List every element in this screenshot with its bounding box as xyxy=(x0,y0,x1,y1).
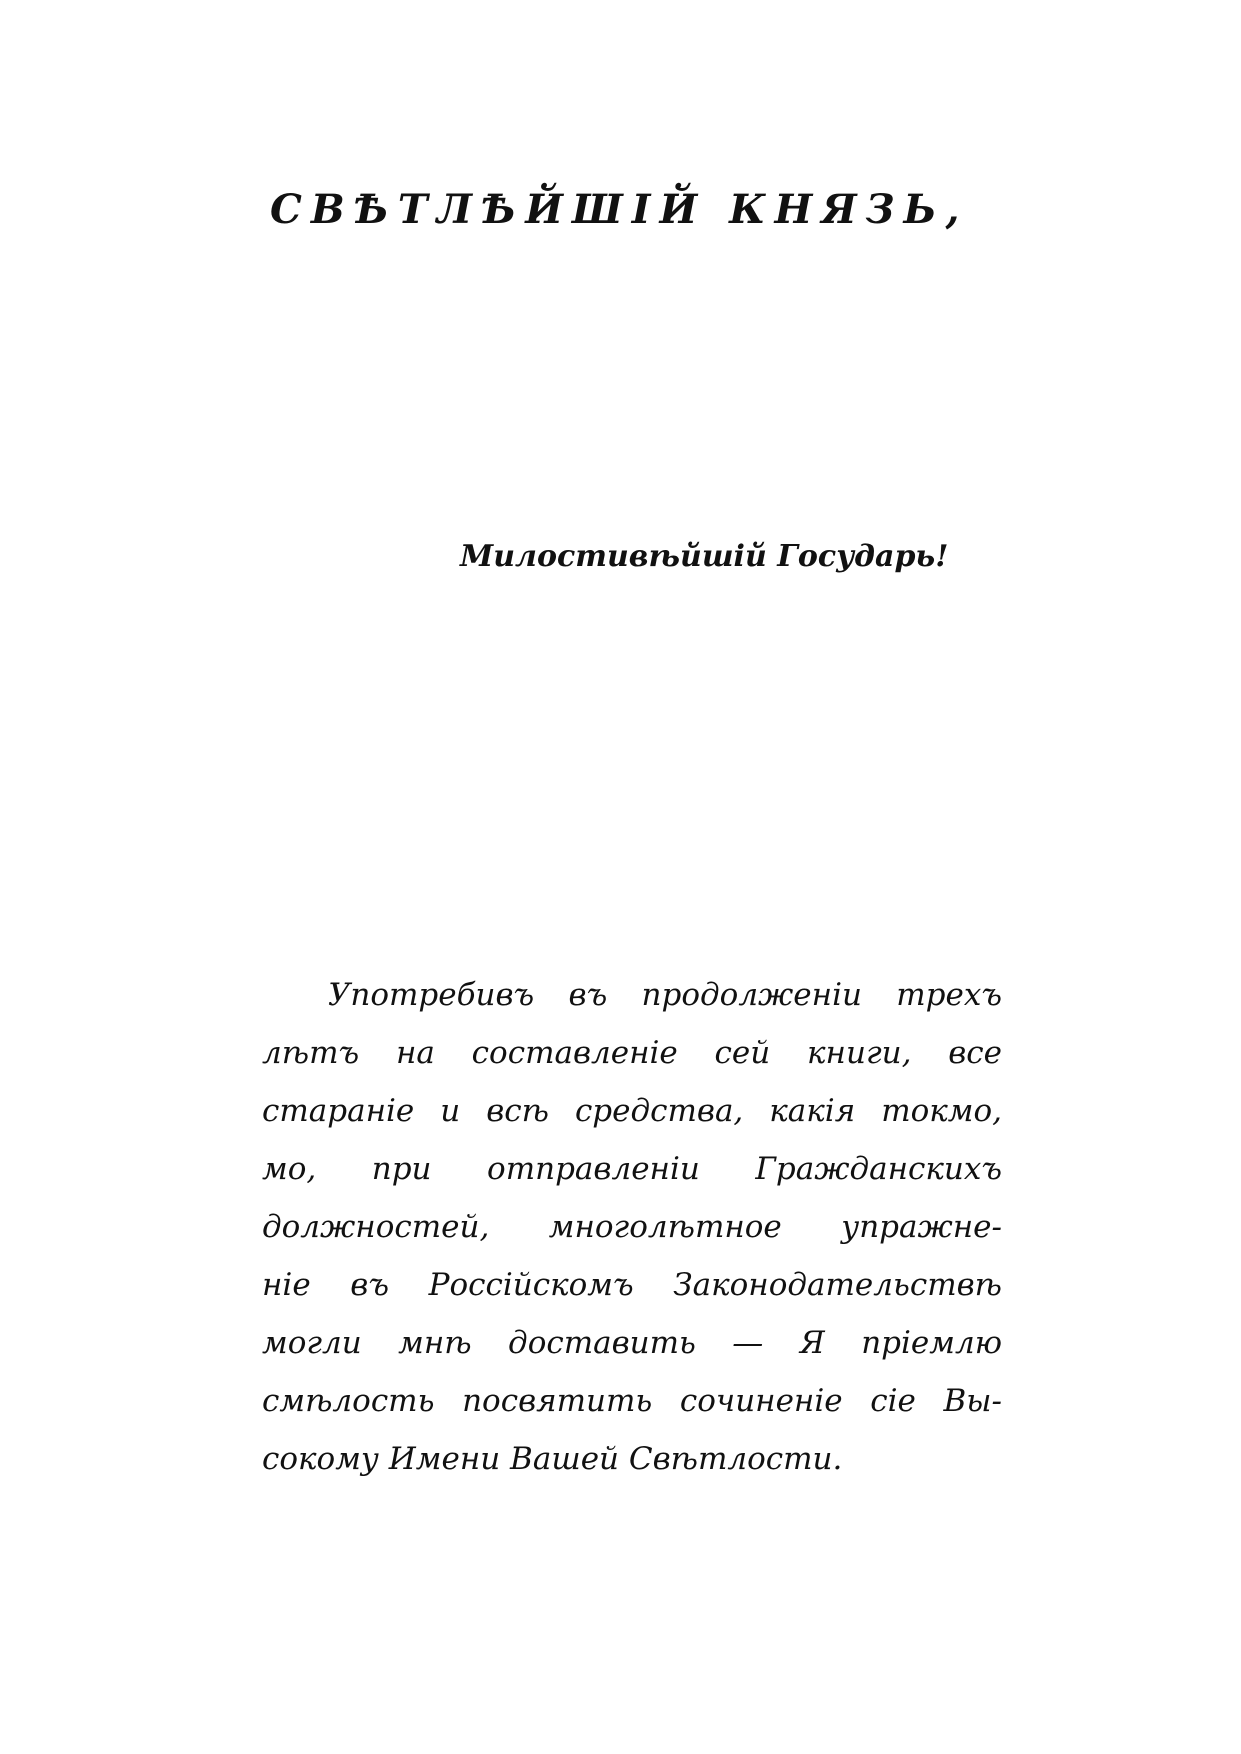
dedication-title: СВѢТЛѢЙШІЙ КНЯЗЬ, xyxy=(270,186,969,233)
dedication-body xyxy=(262,966,1002,1488)
body-line: ніе въ Россійскомъ Законодательствѣ xyxy=(262,1267,1002,1303)
salutation: Милостивѣйшій Государь! xyxy=(460,539,949,574)
body-line: смѣлость посвятить сочиненіе сіе Вы- xyxy=(262,1383,1002,1419)
body-line: лѣтъ на составленіе сей книги, все xyxy=(262,1035,1002,1071)
body-line: стараніе и всѣ средства, какія токмо, xyxy=(262,1093,1002,1129)
body-line: могли мнѣ доставить — Я пріемлю xyxy=(262,1325,1002,1361)
body-line: сокому Имени Вашей Свѣтлости. xyxy=(262,1441,843,1477)
body-line: Употребивъ въ продолженіи трехъ xyxy=(328,977,1002,1013)
body-line: мо, при отправленіи Гражданскихъ xyxy=(262,1151,1002,1187)
body-line: должностей, многолѣтное упражне- xyxy=(262,1209,1002,1245)
